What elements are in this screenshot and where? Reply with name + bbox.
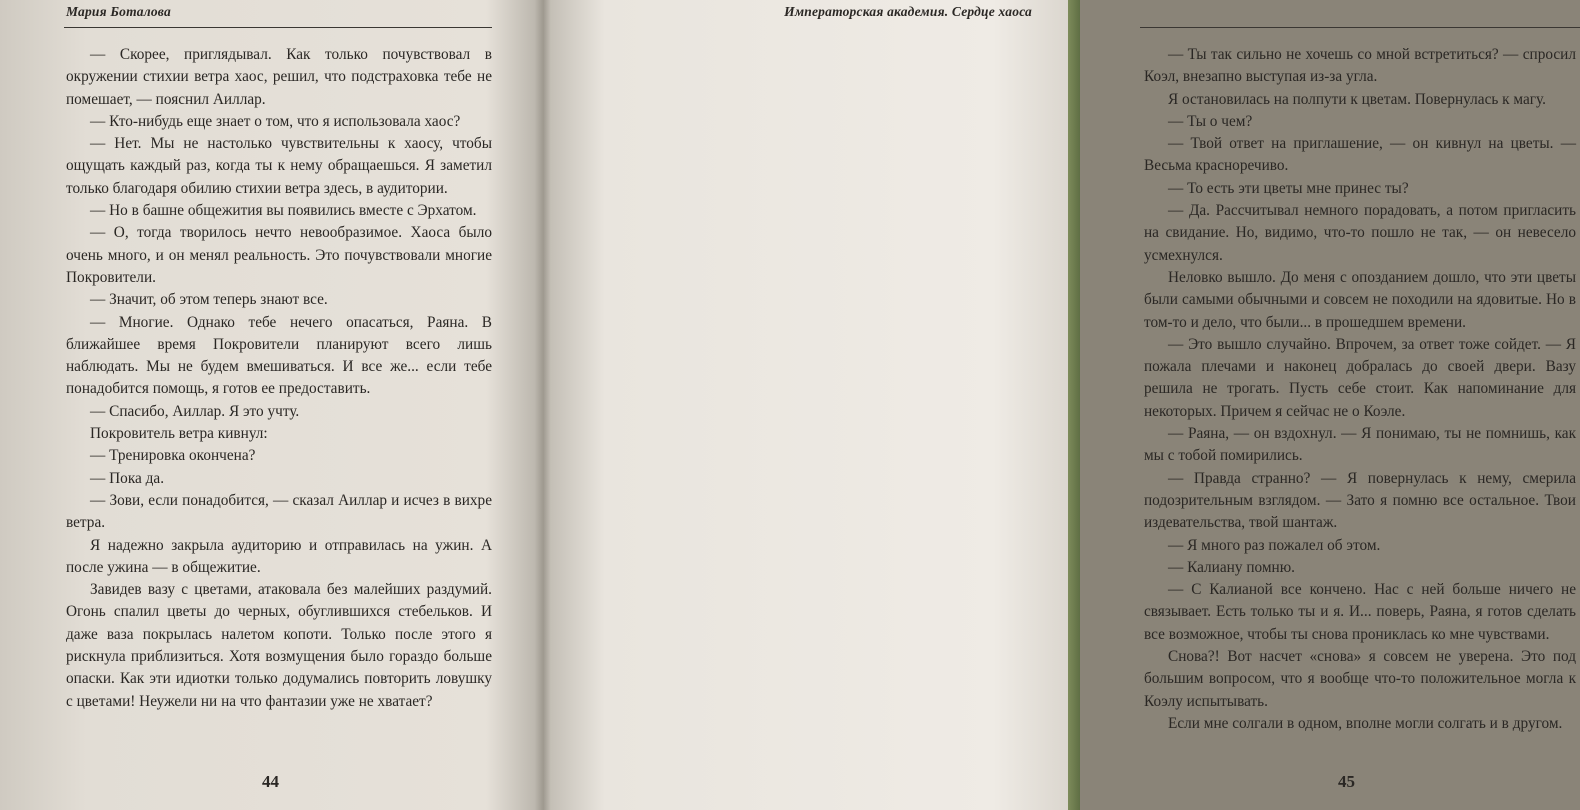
paragraph: Покровитель ветра кивнул: bbox=[90, 425, 268, 443]
paragraph: — Ты так сильно не хочешь со мной встретиться? — спросил Коэл, внезапно выступая из-за угла. bbox=[1144, 46, 1576, 86]
left-page bbox=[0, 0, 540, 810]
paragraph: — Ты о чем? bbox=[1168, 112, 1253, 130]
paragraph: — С Калианой все кончено. Нас с ней больше ничего не связывает. Есть только ты и я. И... поверь, Раяна, я готов сделать все возможное, чтобы ты снова прониклась ко мне чувствами. bbox=[1144, 581, 1576, 643]
paragraph: — Скорее, приглядывал. Как только почувствовал в окружении стихии ветра хаос, решил, что подстраховка тебе не помешает, — пояснил Аиллар. bbox=[66, 46, 492, 108]
paragraph: Если мне солгали в одном, вполне могли солгать и в другом. bbox=[1168, 714, 1563, 732]
right-running-header: Императорская академия. Сердце хаоса bbox=[784, 4, 1032, 19]
paragraph: Неловко вышло. До меня с опозданием дошло, что эти цветы были самыми обычными и совсем не походили на ядовитые. Но в том-то и дело, что были... в прошедшем времени. bbox=[1144, 268, 1576, 331]
paragraph: — Нет. Мы не настолько чувствительны к хаосу, чтобы ощущать каждый раз, когда ты к нему обращаешься. Я заметил только благодаря обилию стихии ветра здесь, в аудитории. bbox=[66, 135, 492, 197]
paragraph: Я надежно закрыла аудиторию и отправилась на ужин. А после ужина — в общежитие. bbox=[66, 536, 492, 576]
right-header-rule bbox=[1140, 27, 1580, 28]
left-body-text bbox=[66, 44, 492, 713]
paragraph: — Но в башне общежития вы появились вместе с Эрхатом. bbox=[90, 202, 477, 220]
paragraph: — Многие. Однако тебе нечего опасаться, Раяна. В ближайшее время Покровители планируют всего лишь наблюдать. Мы не будем вмешиваться. И все же... если тебе понадобится помощь, я готов ее предоставить. bbox=[66, 313, 492, 398]
paragraph: — Кто-нибудь еще знает о том, что я использовала хаос? bbox=[90, 112, 461, 130]
paragraph: Завидев вазу с цветами, атаковала без малейших раздумий. Огонь спалил цветы до черных, обуглившихся стебельков. И даже ваза покрылась налетом копоти. Только после этого я рискнула приблизиться. Хотя возмущения было гораздо больше опаски. Как эти идиотки только додумались повторить ловушку с цветами! Неужели ни на что фантазии уже не хватает? bbox=[66, 581, 492, 710]
paragraph: — Пока да. bbox=[90, 469, 165, 487]
paragraph: Снова?! Вот насчет «снова» я совсем не уверена. Это под большим вопросом, что я вообще что-то положительное могла к Коэлу испытывать. bbox=[1144, 648, 1576, 710]
paragraph: — Твой ответ на приглашение, — он кивнул на цветы. — Весьма красноречиво. bbox=[1144, 135, 1576, 175]
paragraph: — Раяна, — он вздохнул. — Я понимаю, ты не помнишь, как мы с тобой помирились. bbox=[1144, 425, 1576, 465]
left-running-header: Мария Боталова bbox=[66, 4, 171, 19]
left-header-rule bbox=[64, 27, 492, 28]
paragraph: — Я много раз пожалел об этом. bbox=[1168, 536, 1381, 554]
paragraph: — Да. Рассчитывал немного порадовать, а потом пригласить на свидание. Но, видимо, что-то пошло не так, — он невесело усмехнулся. bbox=[1144, 202, 1576, 264]
paragraph: Я остановилась на полпути к цветам. Повернулась к магу. bbox=[1168, 90, 1546, 108]
right-page-number: 45 bbox=[1338, 772, 1355, 791]
paragraph: — Правда странно? — Я повернулась к нему, смерила подозрительным взглядом. — Зато я помню все остальное. Твои издевательства, твой шантаж. bbox=[1144, 469, 1576, 532]
paragraph: — Спасибо, Аиллар. Я это учту. bbox=[90, 402, 300, 420]
left-page-number: 44 bbox=[262, 772, 279, 791]
paragraph: — О, тогда творилось нечто невообразимое. Хаоса было очень много, и он менял реальность. Это почувствовали многие Покровители. bbox=[66, 224, 492, 286]
paragraph: — Зови, если понадобится, — сказал Аиллар и исчез в вихре ветра. bbox=[66, 491, 492, 532]
right-body-text bbox=[1144, 44, 1576, 735]
paragraph: — Калиану помню. bbox=[1168, 558, 1295, 576]
paragraph: — Тренировка окончена? bbox=[90, 447, 256, 465]
paragraph: — Это вышло случайно. Впрочем, за ответ тоже сойдет. — Я пожала плечами и наконец добралась до своей двери. Вазу решила не трогать. Пусть себе стоит. Как напоминание для некоторых. Причем я сейчас не о Коэле. bbox=[1144, 335, 1576, 420]
right-page bbox=[544, 0, 1576, 810]
paragraph: — Значит, об этом теперь знают все. bbox=[90, 291, 328, 309]
paragraph: — То есть эти цветы мне принес ты? bbox=[1168, 179, 1409, 197]
